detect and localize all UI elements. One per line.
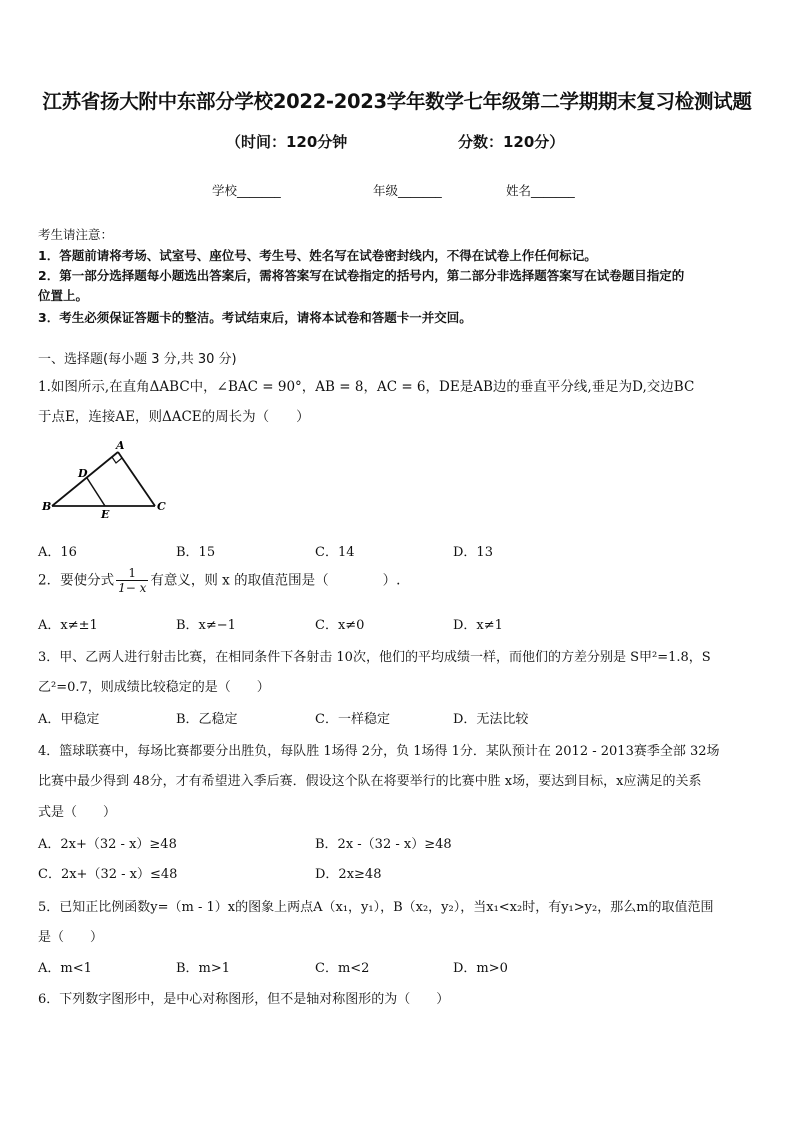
segment-de xyxy=(87,478,105,506)
q3-option-a[interactable]: A．甲稳定 xyxy=(38,712,100,727)
q2-option-d[interactable]: D．x≠1 xyxy=(453,618,503,633)
right-angle-mark xyxy=(112,457,122,463)
label-b: B xyxy=(42,500,52,513)
question-2 xyxy=(38,566,400,595)
label-e: E xyxy=(101,508,110,520)
fraction xyxy=(116,566,148,595)
grade-field: 年级_______ xyxy=(373,183,442,198)
label-a: A xyxy=(116,439,125,452)
q5-option-a[interactable]: A．m<1 xyxy=(38,961,92,976)
notice-item-2: 2．第一部分选择题每小题选出答案后，需将答案写在试卷指定的括号内，第二部分非选择题答案写在试卷题目指定的 xyxy=(38,268,685,283)
question-3-line-1: 3．甲、乙两人进行射击比赛，在相同条件下各射击 10次，他们的平均成绩一样，而他们的方差分别是 S甲²=1.8，S xyxy=(38,650,711,665)
q1-option-d[interactable]: D．13 xyxy=(453,545,493,560)
question-5-line-1: 5．已知正比例函数y=（m - 1）x的图象上两点A（x₁，y₁），B（x₂，y₂），当x₁<x₂时，有y₁>y₂，那么m的取值范围 xyxy=(38,900,714,915)
section-heading: 一、选择题(每小题 3 分,共 30 分) xyxy=(38,352,237,367)
notice-item-3: 3．考生必须保证答题卡的整洁。考试结束后，请将本试卷和答题卡一并交回。 xyxy=(38,310,472,325)
exam-title: 江苏省扬大附中东部分学校2022-2023学年数学七年级第二学期期末复习检测试题 xyxy=(42,90,752,113)
q3-option-c[interactable]: C．一样稳定 xyxy=(315,712,390,727)
side-ac xyxy=(118,452,155,506)
q3-option-d[interactable]: D．无法比较 xyxy=(453,712,529,727)
question-3-line-2: 乙²=0.7，则成绩比较稳定的是（ ） xyxy=(38,680,270,695)
fraction-denominator: 1− x xyxy=(118,581,147,595)
q4-option-b[interactable]: B．2x -（32 - x）≥48 xyxy=(315,837,452,852)
q5-option-b[interactable]: B．m>1 xyxy=(176,961,231,976)
question-4-line-2: 比赛中最少得到 48分，才有希望进入季后赛．假设这个队在将要举行的比赛中胜 x场，要达到目标，x应满足的关系 xyxy=(38,774,702,789)
question-2-post: 有意义，则 x 的取值范围是（ ）. xyxy=(150,572,401,589)
triangle-figure xyxy=(38,438,173,520)
question-4-line-1: 4．篮球联赛中，每场比赛都要分出胜负，每队胜 1场得 2分，负 1场得 1分．某队预计在 2012 - 2013赛季全部 32场 xyxy=(38,744,720,759)
label-d: D xyxy=(78,467,88,480)
q1-option-a[interactable]: A．16 xyxy=(38,545,77,560)
label-c: C xyxy=(157,500,166,513)
q4-option-d[interactable]: D．2x≥48 xyxy=(315,867,382,882)
q2-option-c[interactable]: C．x≠0 xyxy=(315,618,365,633)
time-label: （时间：120分钟 xyxy=(226,133,348,151)
q5-option-c[interactable]: C．m<2 xyxy=(315,961,370,976)
question-6-line-1: 6．下列数字图形中，是中心对称图形，但不是轴对称图形的为（ ） xyxy=(38,992,450,1007)
question-1-line-2: 于点E，连接AE，则ΔACE的周长为（ ） xyxy=(38,409,310,425)
notice-item-1: 1．答题前请将考场、试室号、座位号、考生号、姓名写在试卷密封线内，不得在试卷上作任何标记。 xyxy=(38,248,597,263)
q3-option-b[interactable]: B．乙稳定 xyxy=(176,712,238,727)
question-1-line-1: 1.如图所示,在直角ΔABC中，∠BAC = 90°，AB = 8，AC = 6，DE是AB边的垂直平分线,垂足为D,交边BC xyxy=(38,379,695,395)
q2-option-a[interactable]: A．x≠±1 xyxy=(38,618,98,633)
score-label: 分数：120分） xyxy=(458,133,565,151)
question-2-pre: 2．要使分式 xyxy=(38,572,115,589)
fraction-numerator: 1 xyxy=(116,566,148,581)
q4-option-c[interactable]: C．2x+（32 - x）≤48 xyxy=(38,867,178,882)
q2-option-b[interactable]: B．x≠−1 xyxy=(176,618,236,633)
q4-option-a[interactable]: A．2x+（32 - x）≥48 xyxy=(38,837,177,852)
q1-option-b[interactable]: B．15 xyxy=(176,545,216,560)
school-field: 学校_______ xyxy=(212,183,281,198)
question-4-line-3: 式是（ ） xyxy=(38,805,117,820)
q5-option-d[interactable]: D．m>0 xyxy=(453,961,508,976)
name-field: 姓名_______ xyxy=(506,183,575,198)
question-5-line-2: 是（ ） xyxy=(38,930,104,945)
q1-option-c[interactable]: C．14 xyxy=(315,545,355,560)
notice-heading: 考生请注意： xyxy=(38,227,114,242)
notice-item-2-cont: 位置上。 xyxy=(38,288,89,303)
